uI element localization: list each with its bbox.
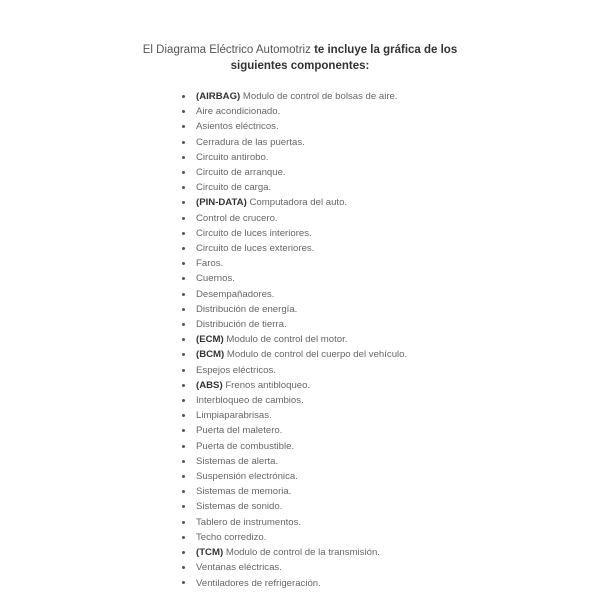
list-item: [180, 89, 407, 104]
list-item: [180, 317, 407, 332]
item-text: Desempañadores.: [196, 288, 275, 300]
list-item: [180, 423, 407, 438]
intro-paragraph: [120, 42, 480, 74]
list-item: [180, 302, 407, 317]
bullet-icon: [182, 445, 185, 448]
bullet-icon: [182, 277, 185, 280]
bullet-icon: [182, 293, 185, 296]
bullet-icon: [182, 536, 185, 539]
item-abbrev: (TCM): [196, 547, 224, 559]
item-text: Ventiladores de refrigeración.: [196, 577, 321, 589]
bullet-icon: [182, 323, 185, 326]
list-item: [180, 256, 407, 271]
item-text: Modulo de control del cuerpo del vehículo.: [224, 349, 408, 361]
bullet-icon: [182, 581, 185, 584]
item-abbrev: (ABS): [196, 379, 223, 391]
bullet-icon: [182, 217, 185, 220]
list-item: [180, 378, 407, 393]
list-item: [180, 408, 407, 423]
list-item: [180, 393, 407, 408]
intro-normal: El Diagrama Eléctrico Automotriz: [142, 44, 315, 56]
bullet-icon: [182, 521, 185, 524]
list-item: [180, 576, 407, 591]
bullet-icon: [182, 369, 185, 372]
bullet-icon: [182, 232, 185, 235]
list-item: [180, 211, 407, 226]
item-text: Asientos eléctricos.: [196, 121, 279, 133]
item-text: Faros.: [196, 258, 224, 270]
list-item: [180, 150, 407, 165]
bullet-icon: [182, 247, 185, 250]
bullet-icon: [182, 551, 185, 554]
bullet-icon: [182, 201, 185, 204]
bullet-icon: [182, 141, 185, 144]
item-abbrev: (ECM): [196, 334, 224, 346]
list-item: [180, 363, 407, 378]
bullet-icon: [182, 125, 185, 128]
item-text: Modulo de control del motor.: [223, 334, 348, 346]
list-item: [180, 347, 407, 362]
list-item: [180, 332, 407, 347]
item-text: Circuito de arranque.: [196, 167, 286, 179]
bullet-icon: [182, 490, 185, 493]
item-text: Modulo de control de bolsas de aire.: [240, 91, 398, 102]
bullet-icon: [182, 338, 185, 341]
item-text: Sistemas de sonido.: [196, 501, 283, 513]
item-text: Computadora del auto.: [246, 197, 348, 209]
bullet-icon: [182, 353, 185, 356]
item-text: Control de crucero.: [196, 212, 278, 224]
item-text: Interbloqueo de cambios.: [196, 395, 304, 407]
list-item: [180, 484, 407, 499]
item-abbrev: (PIN-DATA): [196, 197, 247, 209]
intro-bold: te incluye la gráfica de los siguientes componentes:: [230, 44, 458, 72]
components-list: [180, 89, 407, 591]
item-text: Puerta de combustible.: [196, 440, 295, 452]
list-item: [180, 469, 407, 484]
list-item: [180, 226, 407, 241]
item-text: Espejos eléctricos.: [196, 364, 276, 376]
list-item: [180, 135, 407, 150]
bullet-icon: [182, 475, 185, 478]
item-text: Distribución de tierra.: [196, 319, 287, 331]
item-abbrev: (AIRBAG): [196, 91, 241, 102]
bullet-icon: [182, 566, 185, 569]
list-item: [180, 287, 407, 302]
item-text: Ventanas eléctricas.: [196, 562, 282, 574]
item-text: Limpiaparabrisas.: [196, 410, 272, 422]
list-item: [180, 454, 407, 469]
list-item: [180, 545, 407, 560]
item-abbrev: (BCM): [196, 349, 225, 361]
bullet-icon: [182, 414, 185, 417]
list-item: [180, 530, 407, 545]
item-text: Circuito de luces exteriores.: [196, 243, 315, 255]
list-item: [180, 165, 407, 180]
item-text: Techo corredizo.: [196, 531, 267, 543]
list-item: [180, 119, 407, 134]
list-item: [180, 180, 407, 195]
item-text: Sistemas de memoria.: [196, 486, 292, 498]
bullet-icon: [182, 110, 185, 113]
item-text: Distribución de energía.: [196, 303, 298, 315]
bullet-icon: [182, 308, 185, 311]
item-text: Cerradura de las puertas.: [196, 136, 305, 148]
bullet-icon: [182, 156, 185, 159]
list-item: [180, 241, 407, 256]
item-text: Modulo de control de la transmisión.: [223, 547, 380, 559]
list-item: [180, 515, 407, 530]
list-item: [180, 560, 407, 575]
item-text: Cuernos.: [196, 273, 235, 285]
item-text: Circuito antirobo.: [196, 151, 269, 163]
item-text: Suspensión electrónica.: [196, 471, 298, 483]
bullet-icon: [182, 171, 185, 174]
item-text: Sistemas de alerta.: [196, 455, 279, 467]
bullet-icon: [182, 384, 185, 387]
bullet-icon: [182, 186, 185, 189]
item-text: Circuito de luces interiores.: [196, 227, 312, 239]
bullet-icon: [182, 460, 185, 463]
item-text: Frenos antibloqueo.: [222, 379, 311, 391]
bullet-icon: [182, 505, 185, 508]
bullet-icon: [182, 429, 185, 432]
item-text: Aire acondicionado.: [196, 106, 281, 118]
item-text: Tablero de instrumentos.: [196, 516, 302, 528]
list-item: [180, 104, 407, 119]
list-item: [180, 271, 407, 286]
bullet-icon: [182, 95, 185, 98]
list-item: [180, 499, 407, 514]
bullet-icon: [182, 262, 185, 265]
item-text: Puerta del maletero.: [196, 425, 283, 437]
list-item: [180, 195, 407, 210]
list-item: [180, 439, 407, 454]
bullet-icon: [182, 399, 185, 402]
item-text: Circuito de carga.: [196, 182, 272, 194]
